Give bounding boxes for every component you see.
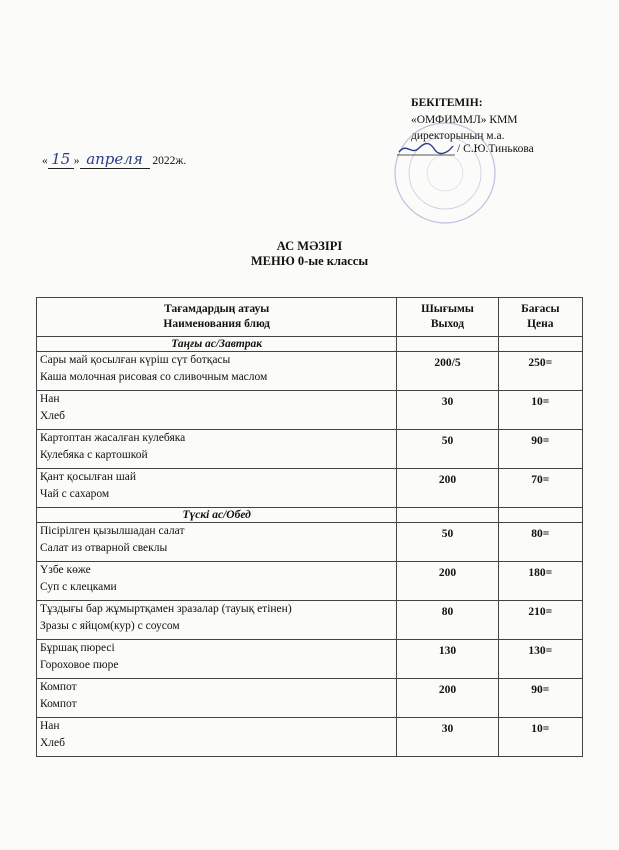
- table-row: [37, 391, 583, 430]
- document-title: [0, 239, 619, 269]
- header-yield: [397, 298, 498, 337]
- dish-yield: 200: [397, 469, 498, 508]
- table-header-row: [37, 298, 583, 337]
- handwritten-signature: [395, 140, 465, 158]
- dish-yield: 80: [397, 601, 498, 640]
- dish-price: 70=: [498, 469, 582, 508]
- section-title: Түскі ас/Обед: [37, 508, 397, 523]
- table-row: [37, 679, 583, 718]
- header-price-kz: Бағасы: [521, 303, 560, 315]
- dish-name: Бұршақ пюресі Гороховое пюре: [37, 640, 397, 679]
- dish-price: 10=: [498, 391, 582, 430]
- section-lunch: [37, 508, 583, 523]
- dish-name: Нан Хлеб: [37, 391, 397, 430]
- signature-line: [395, 140, 558, 158]
- dish-price: 10=: [498, 718, 582, 757]
- header-yield-ru: Выход: [430, 318, 465, 330]
- table-row: [37, 469, 583, 508]
- table-row: [37, 601, 583, 640]
- dish-yield: 30: [397, 718, 498, 757]
- dish-name: Тұздығы бар жұмыртқамен зразалар (тауық етінен) Зразы с яйцом(кур) с соусом: [37, 601, 397, 640]
- dish-name: Үзбе көже Суп с клецками: [37, 562, 397, 601]
- date-year: 2022ж.: [152, 155, 187, 167]
- signer-name-text: С.Ю.Тинькова: [463, 143, 534, 155]
- table-row: [37, 640, 583, 679]
- dish-price: 210=: [498, 601, 582, 640]
- document-date: [42, 150, 186, 169]
- dish-yield: 200/5: [397, 352, 498, 391]
- approval-position: директорының м.а.: [411, 130, 505, 142]
- table-row: [37, 430, 583, 469]
- header-price-ru: Цена: [527, 318, 554, 330]
- dish-yield: 50: [397, 523, 498, 562]
- table-row: [37, 523, 583, 562]
- section-title: Таңғы ас/Завтрак: [37, 337, 397, 352]
- dish-price: 90=: [498, 679, 582, 718]
- dish-name: Картоптан жасалған кулебяка Кулебяка с картошкой: [37, 430, 397, 469]
- dish-yield: 50: [397, 430, 498, 469]
- dish-yield: 130: [397, 640, 498, 679]
- header-price: [498, 298, 582, 337]
- dish-price: 80=: [498, 523, 582, 562]
- table-row: [37, 718, 583, 757]
- dish-price: 130=: [498, 640, 582, 679]
- date-day: 15: [51, 150, 71, 168]
- dish-price: 180=: [498, 562, 582, 601]
- approval-heading: БЕКІТЕМІН:: [411, 97, 483, 109]
- header-yield-kz: Шығымы: [421, 303, 474, 315]
- section-breakfast: [37, 337, 583, 352]
- dish-name: Пісірілген қызылшадан салат Салат из отварной свеклы: [37, 523, 397, 562]
- signer-name: [457, 143, 534, 155]
- table-row: [37, 352, 583, 391]
- date-open-quote: «: [42, 155, 48, 167]
- header-name-kz: Тағамдардың атауы: [164, 303, 270, 315]
- dish-price: 250=: [498, 352, 582, 391]
- dish-name: Қант қосылған шай Чай с сахаром: [37, 469, 397, 508]
- dish-name: Нан Хлеб: [37, 718, 397, 757]
- menu-table: [36, 297, 583, 757]
- date-close-quote: »: [73, 155, 80, 167]
- dish-price: 90=: [498, 430, 582, 469]
- title-ru: МЕНЮ 0-ые классы: [250, 254, 369, 268]
- date-month: апреля: [86, 150, 143, 168]
- dish-yield: 30: [397, 391, 498, 430]
- header-name-ru: Наименования блюд: [163, 318, 270, 330]
- approval-organization: «ОМФИММЛ» КММ: [411, 113, 518, 126]
- dish-name: Компот Компот: [37, 679, 397, 718]
- official-stamp: [390, 118, 500, 228]
- table-row: [37, 562, 583, 601]
- signature-slash: /: [457, 143, 461, 155]
- dish-yield: 200: [397, 562, 498, 601]
- header-name: [37, 298, 397, 337]
- dish-yield: 200: [397, 679, 498, 718]
- dish-name: Сары май қосылған күріш сүт ботқасы Каша молочная рисовая со сливочным маслом: [37, 352, 397, 391]
- title-kz: АС МӘЗІРІ: [276, 239, 343, 253]
